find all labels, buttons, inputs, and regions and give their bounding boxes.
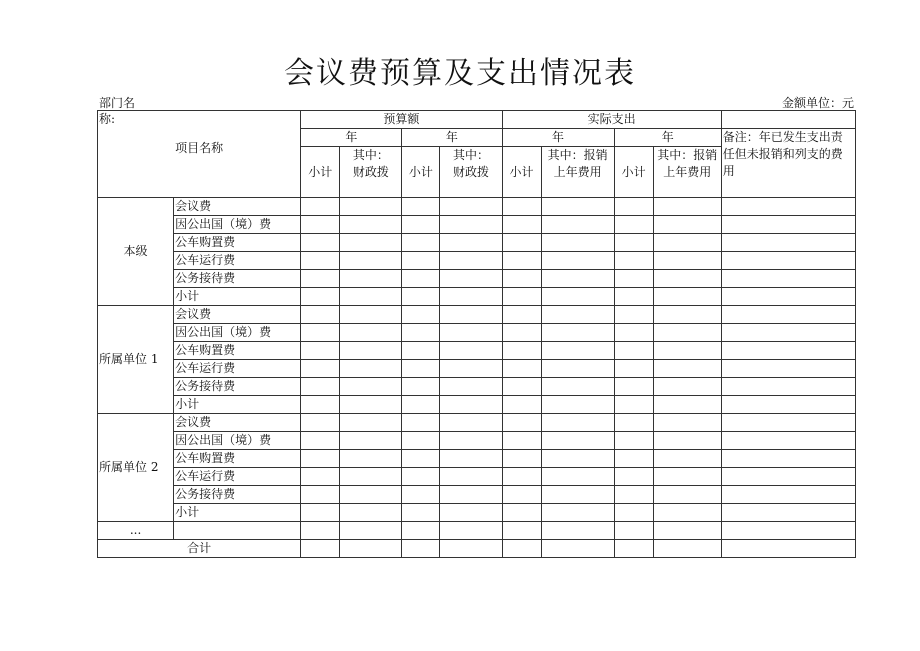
value-cell[interactable] xyxy=(721,270,855,288)
item-name-cell: 小计 xyxy=(174,504,301,522)
value-cell[interactable] xyxy=(402,216,440,234)
value-cell[interactable] xyxy=(721,396,855,414)
value-cell[interactable] xyxy=(653,540,721,558)
value-cell[interactable] xyxy=(301,540,340,558)
value-cell[interactable] xyxy=(614,342,653,360)
value-cell[interactable] xyxy=(721,234,855,252)
value-cell[interactable] xyxy=(340,234,402,252)
value-cell[interactable] xyxy=(502,324,541,342)
value-cell[interactable] xyxy=(614,450,653,468)
value-cell[interactable] xyxy=(502,432,541,450)
budget-year-2: 年 xyxy=(402,129,502,147)
amount-unit-label: 金额单位：元 xyxy=(781,96,854,110)
value-cell[interactable] xyxy=(440,522,502,540)
value-cell[interactable] xyxy=(721,378,855,396)
value-cell[interactable] xyxy=(402,522,440,540)
table-row xyxy=(98,216,856,234)
value-cell[interactable] xyxy=(614,216,653,234)
value-cell[interactable] xyxy=(614,486,653,504)
value-cell[interactable] xyxy=(721,486,855,504)
value-cell[interactable] xyxy=(402,378,440,396)
value-cell[interactable] xyxy=(440,306,502,324)
item-name-cell: 公务接待费 xyxy=(174,378,301,396)
value-cell[interactable] xyxy=(502,234,541,252)
value-cell[interactable] xyxy=(614,414,653,432)
value-cell[interactable] xyxy=(614,504,653,522)
actual-year-2: 年 xyxy=(614,129,721,147)
value-cell[interactable] xyxy=(301,270,340,288)
table-row xyxy=(98,198,856,216)
value-cell[interactable] xyxy=(340,540,402,558)
value-cell[interactable] xyxy=(402,360,440,378)
value-cell[interactable] xyxy=(301,504,340,522)
table-row xyxy=(98,288,856,306)
value-cell[interactable] xyxy=(301,468,340,486)
item-name-cell: 公务接待费 xyxy=(174,486,301,504)
value-cell[interactable] xyxy=(541,486,614,504)
table-row xyxy=(98,396,856,414)
value-cell[interactable] xyxy=(440,288,502,306)
budget-subtotal-2: 小计 xyxy=(402,147,440,198)
value-cell[interactable] xyxy=(340,432,402,450)
budget-of-which-1: 其中： 财政拨 xyxy=(340,147,402,198)
value-cell[interactable] xyxy=(614,540,653,558)
dept-label-continued: 称: xyxy=(99,112,116,126)
value-cell[interactable] xyxy=(301,360,340,378)
total-row xyxy=(98,540,856,558)
value-cell[interactable] xyxy=(653,288,721,306)
budget-subtotal-1: 小计 xyxy=(301,147,340,198)
value-cell[interactable] xyxy=(502,288,541,306)
value-cell[interactable] xyxy=(301,216,340,234)
value-cell[interactable] xyxy=(541,360,614,378)
table-row xyxy=(98,486,856,504)
value-cell[interactable] xyxy=(440,252,502,270)
value-cell[interactable] xyxy=(721,198,855,216)
table-row xyxy=(98,468,856,486)
group-name: 所属单位 1 xyxy=(98,306,174,414)
value-cell[interactable] xyxy=(653,396,721,414)
value-cell[interactable] xyxy=(340,468,402,486)
item-name-cell: 公车购置费 xyxy=(174,342,301,360)
value-cell[interactable] xyxy=(301,450,340,468)
value-cell[interactable] xyxy=(340,414,402,432)
value-cell[interactable] xyxy=(502,378,541,396)
value-cell[interactable] xyxy=(402,396,440,414)
actual-subtotal-2: 小计 xyxy=(614,147,653,198)
value-cell[interactable] xyxy=(440,198,502,216)
value-cell[interactable] xyxy=(502,270,541,288)
value-cell[interactable] xyxy=(301,324,340,342)
value-cell[interactable] xyxy=(340,522,402,540)
value-cell[interactable] xyxy=(541,288,614,306)
table-row xyxy=(98,378,856,396)
department-label: 部门名 xyxy=(99,96,136,110)
item-name-cell: 小计 xyxy=(174,288,301,306)
value-cell[interactable] xyxy=(402,270,440,288)
value-cell[interactable] xyxy=(502,342,541,360)
value-cell[interactable] xyxy=(301,378,340,396)
value-cell[interactable] xyxy=(402,540,440,558)
value-cell[interactable] xyxy=(502,486,541,504)
value-cell[interactable] xyxy=(340,486,402,504)
value-cell[interactable] xyxy=(402,306,440,324)
table-row xyxy=(98,306,856,324)
value-cell[interactable] xyxy=(301,414,340,432)
value-cell[interactable] xyxy=(541,540,614,558)
value-cell[interactable] xyxy=(614,378,653,396)
value-cell[interactable] xyxy=(541,378,614,396)
actual-header: 实际支出 xyxy=(502,111,721,129)
item-name-cell: 会议费 xyxy=(174,198,301,216)
value-cell[interactable] xyxy=(340,378,402,396)
value-cell[interactable] xyxy=(653,270,721,288)
value-cell[interactable] xyxy=(541,324,614,342)
table-row xyxy=(98,504,856,522)
value-cell[interactable] xyxy=(301,396,340,414)
value-cell[interactable] xyxy=(402,504,440,522)
value-cell[interactable] xyxy=(614,270,653,288)
table-row xyxy=(98,270,856,288)
value-cell[interactable] xyxy=(402,414,440,432)
value-cell[interactable] xyxy=(402,198,440,216)
table-row xyxy=(98,252,856,270)
table-row xyxy=(98,324,856,342)
value-cell[interactable] xyxy=(301,342,340,360)
value-cell[interactable] xyxy=(402,324,440,342)
value-cell[interactable] xyxy=(541,342,614,360)
item-name-cell: 会议费 xyxy=(174,414,301,432)
value-cell[interactable] xyxy=(301,252,340,270)
value-cell[interactable] xyxy=(614,468,653,486)
value-cell[interactable] xyxy=(502,414,541,432)
value-cell[interactable] xyxy=(301,306,340,324)
page-title: 会议费预算及支出情况表 xyxy=(284,56,636,91)
value-cell[interactable] xyxy=(340,396,402,414)
value-cell[interactable] xyxy=(653,432,721,450)
value-cell[interactable] xyxy=(340,504,402,522)
value-cell[interactable] xyxy=(174,522,301,540)
value-cell[interactable] xyxy=(653,360,721,378)
table-row xyxy=(98,450,856,468)
value-cell[interactable] xyxy=(502,252,541,270)
value-cell[interactable] xyxy=(721,432,855,450)
item-name-cell: 因公出国（境）费 xyxy=(174,324,301,342)
value-cell[interactable] xyxy=(440,432,502,450)
value-cell[interactable] xyxy=(402,234,440,252)
value-cell[interactable] xyxy=(402,468,440,486)
value-cell[interactable] xyxy=(402,486,440,504)
value-cell[interactable] xyxy=(440,414,502,432)
value-cell[interactable] xyxy=(340,270,402,288)
value-cell[interactable] xyxy=(301,234,340,252)
value-cell[interactable] xyxy=(440,360,502,378)
value-cell[interactable] xyxy=(502,216,541,234)
value-cell[interactable] xyxy=(614,234,653,252)
value-cell[interactable] xyxy=(541,504,614,522)
value-cell[interactable] xyxy=(402,252,440,270)
value-cell[interactable] xyxy=(653,252,721,270)
value-cell[interactable] xyxy=(440,342,502,360)
value-cell[interactable] xyxy=(541,306,614,324)
value-cell[interactable] xyxy=(440,486,502,504)
actual-of-which-2: 其中：报销 上年费用 xyxy=(653,147,721,198)
item-name-cell: 公车运行费 xyxy=(174,252,301,270)
value-cell[interactable] xyxy=(502,198,541,216)
value-cell[interactable] xyxy=(653,504,721,522)
budget-year-1: 年 xyxy=(301,129,402,147)
value-cell[interactable] xyxy=(653,342,721,360)
value-cell[interactable] xyxy=(721,252,855,270)
item-name-cell: 公务接待费 xyxy=(174,270,301,288)
budget-expenditure-table xyxy=(97,110,856,558)
item-name-header xyxy=(98,111,301,198)
value-cell[interactable] xyxy=(721,288,855,306)
value-cell[interactable] xyxy=(614,522,653,540)
value-cell[interactable] xyxy=(653,522,721,540)
value-cell[interactable] xyxy=(340,252,402,270)
actual-of-which-1: 其中：报销 上年费用 xyxy=(541,147,614,198)
value-cell[interactable] xyxy=(653,198,721,216)
value-cell[interactable] xyxy=(653,216,721,234)
group-name: 所属单位 2 xyxy=(98,414,174,522)
note-header: 备注：年已发生支出责任但未报销和列支的费用 xyxy=(721,129,855,198)
value-cell[interactable] xyxy=(614,360,653,378)
value-cell[interactable] xyxy=(301,486,340,504)
value-cell[interactable] xyxy=(614,252,653,270)
value-cell[interactable] xyxy=(541,432,614,450)
group-name: 本级 xyxy=(98,198,174,306)
table-row xyxy=(98,360,856,378)
value-cell[interactable] xyxy=(653,324,721,342)
value-cell[interactable] xyxy=(653,414,721,432)
value-cell[interactable] xyxy=(502,396,541,414)
value-cell[interactable] xyxy=(653,234,721,252)
value-cell[interactable] xyxy=(301,522,340,540)
item-name-cell: 因公出国（境）费 xyxy=(174,432,301,450)
value-cell[interactable] xyxy=(541,522,614,540)
value-cell[interactable] xyxy=(721,414,855,432)
value-cell[interactable] xyxy=(653,486,721,504)
value-cell[interactable] xyxy=(340,360,402,378)
value-cell[interactable] xyxy=(721,504,855,522)
ellipsis-row xyxy=(98,522,856,540)
value-cell[interactable] xyxy=(653,468,721,486)
value-cell[interactable] xyxy=(541,414,614,432)
value-cell[interactable] xyxy=(440,270,502,288)
value-cell[interactable] xyxy=(502,468,541,486)
actual-subtotal-1: 小计 xyxy=(502,147,541,198)
value-cell[interactable] xyxy=(502,360,541,378)
value-cell[interactable] xyxy=(721,342,855,360)
value-cell[interactable] xyxy=(541,468,614,486)
table-row xyxy=(98,414,856,432)
budget-of-which-2: 其中： 财政拨 xyxy=(440,147,502,198)
item-name-cell: 因公出国（境）费 xyxy=(174,216,301,234)
item-name-cell: 小计 xyxy=(174,396,301,414)
value-cell[interactable] xyxy=(502,540,541,558)
item-name-cell: 公车运行费 xyxy=(174,468,301,486)
value-cell[interactable] xyxy=(301,288,340,306)
value-cell[interactable] xyxy=(502,504,541,522)
value-cell[interactable] xyxy=(402,432,440,450)
value-cell[interactable] xyxy=(440,504,502,522)
table-row xyxy=(98,432,856,450)
value-cell[interactable] xyxy=(541,216,614,234)
value-cell[interactable] xyxy=(721,522,855,540)
ellipsis-cell: ... xyxy=(98,522,174,540)
value-cell[interactable] xyxy=(614,324,653,342)
value-cell[interactable] xyxy=(541,198,614,216)
value-cell[interactable] xyxy=(340,306,402,324)
value-cell[interactable] xyxy=(440,324,502,342)
value-cell[interactable] xyxy=(440,216,502,234)
value-cell[interactable] xyxy=(721,306,855,324)
value-cell[interactable] xyxy=(340,216,402,234)
value-cell[interactable] xyxy=(301,198,340,216)
item-name-cell: 会议费 xyxy=(174,306,301,324)
value-cell[interactable] xyxy=(340,324,402,342)
value-cell[interactable] xyxy=(502,450,541,468)
item-name-cell: 公车运行费 xyxy=(174,360,301,378)
value-cell[interactable] xyxy=(440,468,502,486)
value-cell[interactable] xyxy=(440,396,502,414)
value-cell[interactable] xyxy=(402,450,440,468)
value-cell[interactable] xyxy=(402,288,440,306)
value-cell[interactable] xyxy=(653,450,721,468)
value-cell[interactable] xyxy=(541,396,614,414)
value-cell[interactable] xyxy=(721,468,855,486)
actual-year-1: 年 xyxy=(502,129,614,147)
budget-header: 预算额 xyxy=(301,111,502,129)
value-cell[interactable] xyxy=(440,234,502,252)
value-cell[interactable] xyxy=(502,522,541,540)
value-cell[interactable] xyxy=(541,450,614,468)
value-cell[interactable] xyxy=(721,216,855,234)
table-row xyxy=(98,342,856,360)
value-cell[interactable] xyxy=(541,252,614,270)
value-cell[interactable] xyxy=(340,288,402,306)
value-cell[interactable] xyxy=(721,324,855,342)
item-name-cell: 公车购置费 xyxy=(174,234,301,252)
value-cell[interactable] xyxy=(440,450,502,468)
value-cell[interactable] xyxy=(301,432,340,450)
note-header-top xyxy=(721,111,855,129)
value-cell[interactable] xyxy=(440,540,502,558)
item-name-cell: 公车购置费 xyxy=(174,450,301,468)
table-row xyxy=(98,234,856,252)
value-cell[interactable] xyxy=(614,396,653,414)
item-name-label: 项目名称 xyxy=(175,141,224,155)
value-cell[interactable] xyxy=(614,306,653,324)
value-cell[interactable] xyxy=(440,378,502,396)
value-cell[interactable] xyxy=(614,288,653,306)
value-cell[interactable] xyxy=(340,342,402,360)
value-cell[interactable] xyxy=(721,360,855,378)
value-cell[interactable] xyxy=(614,432,653,450)
value-cell[interactable] xyxy=(541,234,614,252)
value-cell[interactable] xyxy=(721,450,855,468)
value-cell[interactable] xyxy=(653,378,721,396)
value-cell[interactable] xyxy=(340,450,402,468)
value-cell[interactable] xyxy=(502,306,541,324)
value-cell[interactable] xyxy=(402,342,440,360)
value-cell[interactable] xyxy=(541,270,614,288)
value-cell[interactable] xyxy=(721,540,855,558)
value-cell[interactable] xyxy=(340,198,402,216)
total-label: 合计 xyxy=(98,540,301,558)
value-cell[interactable] xyxy=(653,306,721,324)
value-cell[interactable] xyxy=(614,198,653,216)
